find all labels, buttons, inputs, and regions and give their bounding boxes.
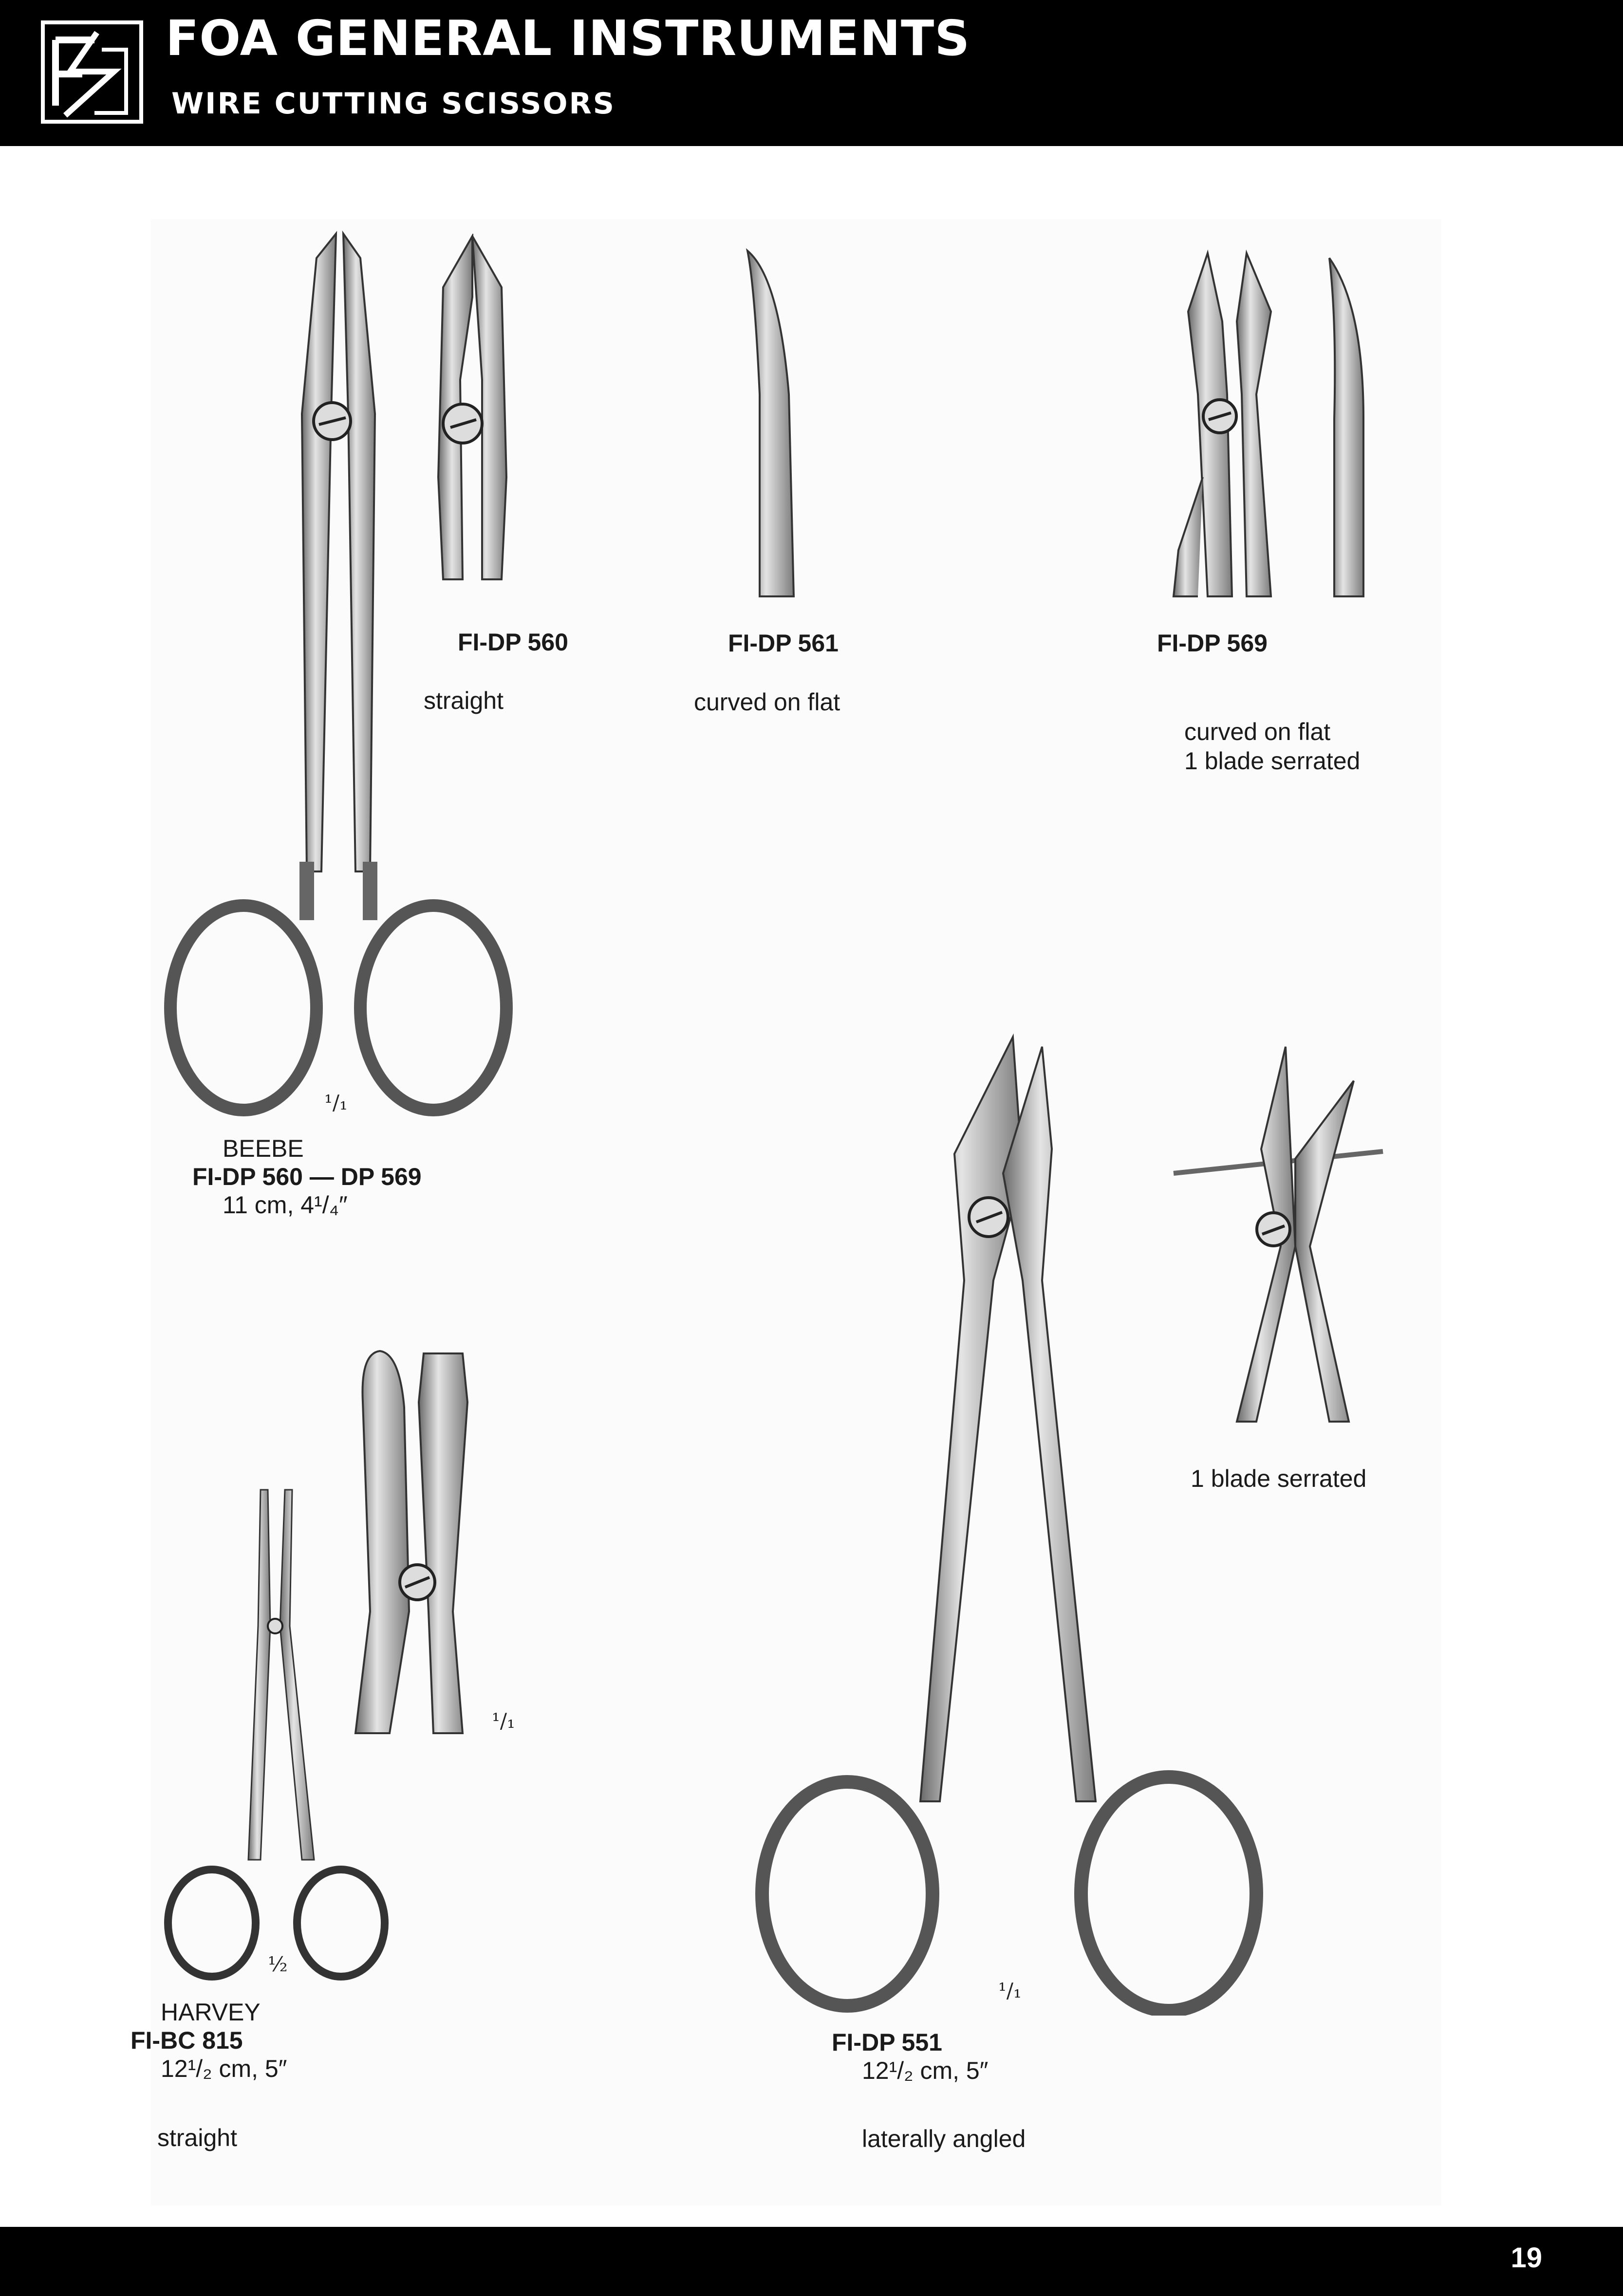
harvey-name: HARVEY [161, 1999, 261, 2026]
beebe-size: 11 cm, 4¹/₄″ [223, 1191, 348, 1219]
dp561-tip-image [735, 248, 808, 599]
page-number: 19 [1511, 2242, 1542, 2274]
page-subtitle: WIRE CUTTING SCISSORS [171, 87, 616, 121]
dp551-detail-desc: 1 blade serrated [1191, 1465, 1367, 1492]
dp561-code: FI-DP 561 [728, 630, 839, 657]
dp551-desc: laterally angled [862, 2125, 1026, 2152]
dp551-detail-image [1169, 1042, 1393, 1426]
dp560-tip-image [424, 234, 521, 584]
harvey-size: 12¹/₂ cm, 5″ [161, 2055, 287, 2082]
beebe-scale: ¹/₁ [324, 1091, 348, 1114]
dp569-desc-line1: curved on flat [1184, 718, 1331, 745]
dp551-code: FI-DP 551 [832, 2029, 942, 2056]
dp560-code: FI-DP 560 [458, 629, 568, 656]
dp551-size: 12¹/₂ cm, 5″ [862, 2057, 989, 2084]
beebe-code: FI-DP 560 — DP 569 [192, 1163, 422, 1190]
footer-bar [0, 2227, 1623, 2296]
dp560-desc: straight [424, 687, 504, 714]
harvey-detail-scale: ¹/₁ [492, 1709, 515, 1733]
harvey-desc: straight [157, 2124, 237, 2151]
dp569-code: FI-DP 569 [1157, 630, 1268, 657]
dp551-scale: ¹/₁ [998, 1979, 1022, 2002]
page-title: FOA GENERAL INSTRUMENTS [166, 10, 970, 67]
header-bar [0, 0, 1623, 146]
harvey-scale: ½ [268, 1952, 288, 1976]
dp569-tip-image [1169, 248, 1393, 599]
dp569-desc-line2: 1 blade serrated [1184, 747, 1361, 775]
beebe-name: BEEBE [223, 1135, 304, 1162]
foa-logo-icon [41, 20, 143, 124]
harvey-detail-image [351, 1344, 482, 1738]
dp561-desc: curved on flat [694, 688, 840, 716]
harvey-code: FI-BC 815 [131, 2027, 243, 2054]
